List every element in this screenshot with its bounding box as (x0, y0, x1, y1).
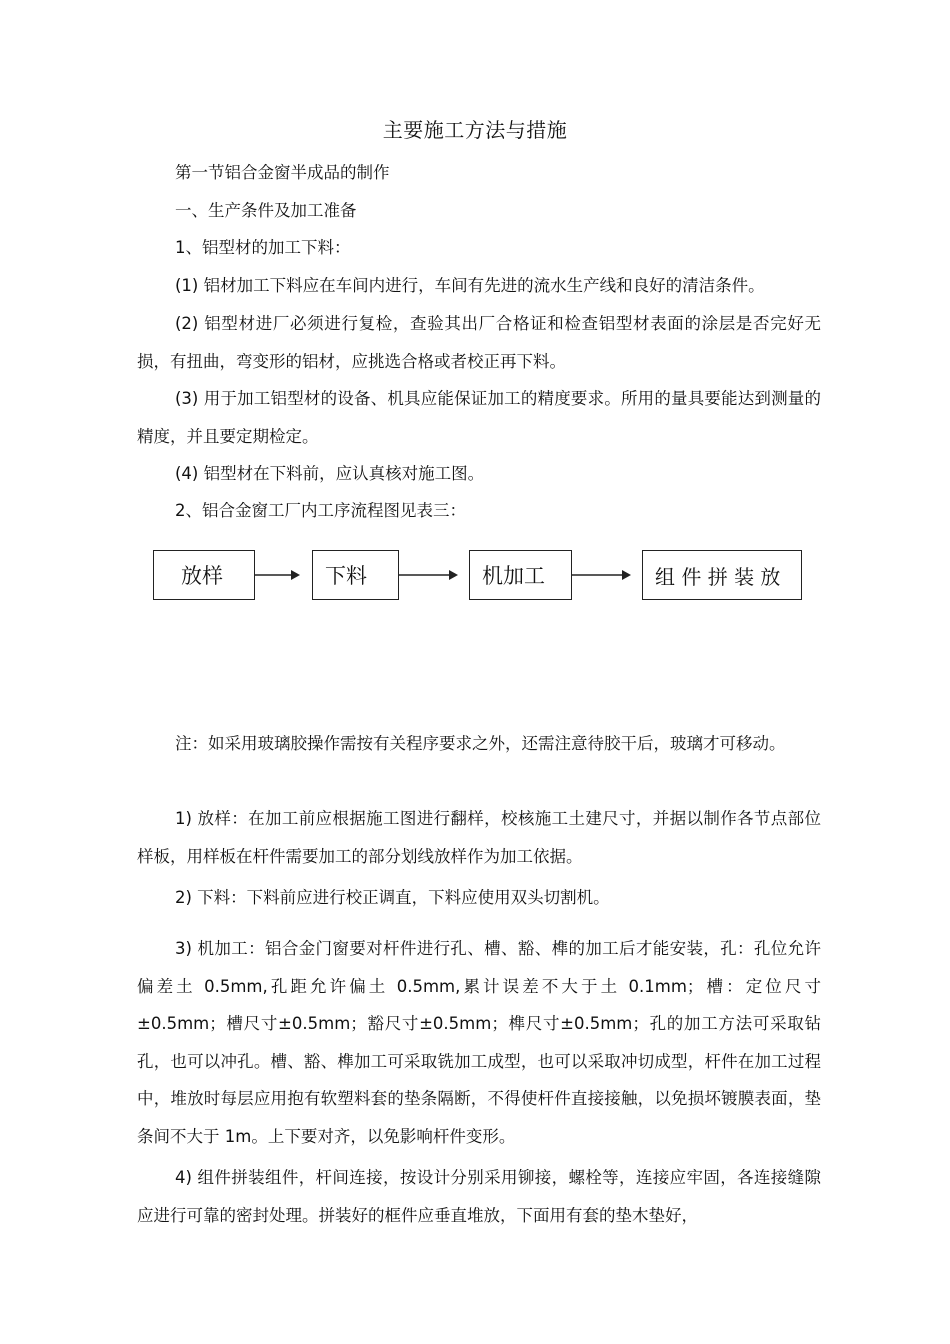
section-heading: 第一节铝合金窗半成品的制作 (175, 163, 390, 182)
flow-step-box: 机加工 (469, 550, 572, 600)
step-paragraph-2: 2) 下料：下料前应进行校正调直，下料应使用双头切割机。 (175, 888, 610, 907)
step-paragraph-3: 3) 机加工：铝合金门窗要对杆件进行孔、槽、豁、榫的加工后才能安装，孔：孔位允许偏差土 0.5mm,孔距允许偏土 0.5mm,累计误差不大于土 0.1mm；槽：定位尺寸±0.5mm；槽尺寸±0.5mm；豁尺寸±0.5mm；榫尺寸±0.5mm；孔的加工方法可采取钻孔，也可以冲孔。槽、豁、榫加工可采取铣加工成型，也可以采取冲切成型，杆件在加工过程中，堆放时每层应用抱有软塑料套的垫条隔断，不得使杆件直接接触，以免损坏镀膜表面，垫条间不大于 1m。上下要对齐，以免影响杆件变形。 (137, 939, 821, 1146)
paragraph-2: (2) 铝型材进厂必须进行复检，查验其出厂合格证和检查铝型材表面的涂层是否完好无损，有扭曲，弯变形的铝材，应挑选合格或者校正再下料。 (137, 314, 821, 371)
flow-step-box: 放样 (153, 550, 255, 600)
step-paragraph-4: 4) 组件拼装组件，杆间连接，按设计分别采用铆接，螺栓等，连接应牢固，各连接缝隙应进行可靠的密封处理。拼装好的框件应垂直堆放，下面用有套的垫木垫好， (137, 1168, 821, 1225)
note-paragraph: 注：如采用玻璃胶操作需按有关程序要求之外，还需注意待胶干后，玻璃才可移动。 (175, 734, 786, 753)
arrow-right-icon (572, 565, 632, 585)
arrow-right-icon (399, 565, 459, 585)
arrow-right-icon (255, 565, 301, 585)
paragraph-1: (1) 铝材加工下料应在车间内进行，车间有先进的流水生产线和良好的清洁条件。 (175, 276, 765, 295)
paragraph-3: (3) 用于加工铝型材的设备、机具应能保证加工的精度要求。所用的量具要能达到测量的精度，并且要定期检定。 (137, 389, 821, 446)
item-heading-1: 1、铝型材的加工下料： (175, 238, 351, 257)
subsection-heading: 一、生产条件及加工准备 (175, 201, 357, 220)
item-heading-2: 2、铝合金窗工厂内工序流程图见表三： (175, 501, 466, 520)
paragraph-4: (4) 铝型材在下料前，应认真核对施工图。 (175, 464, 485, 483)
step-paragraph-1: 1) 放样：在加工前应根据施工图进行翻样，校核施工土建尺寸，并据以制作各节点部位样板，用样板在杆件需要加工的部分划线放样作为加工依据。 (137, 809, 821, 866)
flow-step-box: 下料 (312, 550, 399, 600)
page-title: 主要施工方法与措施 (382, 118, 568, 142)
flow-step-box: 组 件 拼 装 放 (642, 550, 802, 600)
